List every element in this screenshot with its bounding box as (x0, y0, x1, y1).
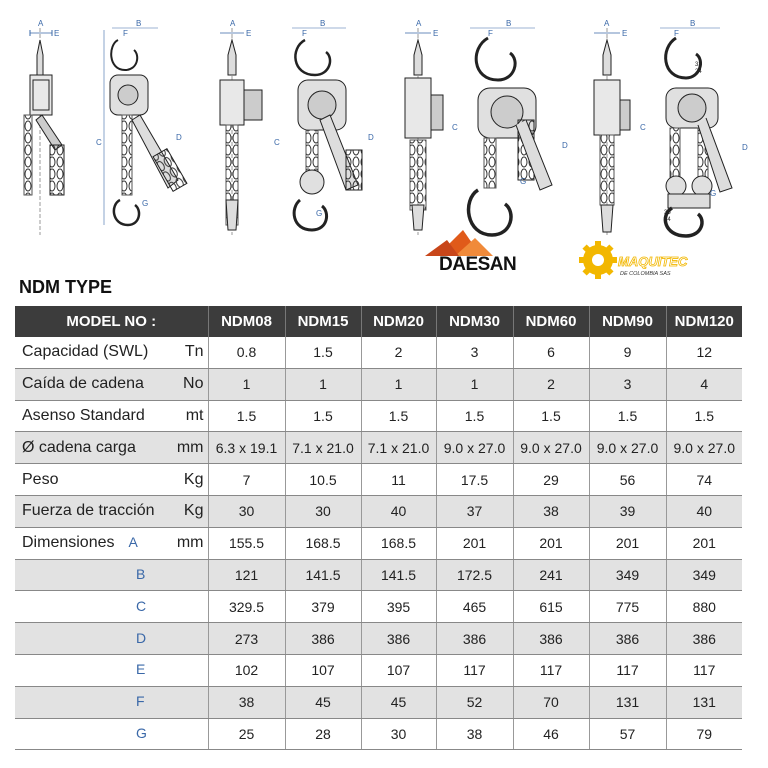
table-cell: 3 (589, 368, 666, 400)
dim-letter-c: C (452, 123, 458, 132)
row-label-cell (15, 559, 208, 591)
dimension-letter: G (136, 724, 147, 741)
table-cell: 7.1 x 21.0 (361, 432, 436, 464)
table-row (15, 686, 742, 718)
table-row (15, 718, 742, 750)
table-cell: 46 (513, 718, 589, 750)
table-cell: 10.5 (285, 464, 361, 496)
row-unit: Kg (183, 502, 204, 520)
table-cell: 11 (361, 464, 436, 496)
table-cell: 615 (513, 591, 589, 623)
table-cell: 37 (436, 495, 513, 527)
table-cell: 6 (513, 337, 589, 368)
table-cell: 168.5 (285, 527, 361, 559)
dim-letter-c: C (274, 138, 280, 147)
table-cell: 131 (589, 686, 666, 718)
drawing-side-view-4 (594, 28, 630, 235)
table-cell: 107 (285, 654, 361, 686)
dim-letter-d: D (368, 133, 374, 142)
drawing-front-view-1 (104, 28, 187, 225)
table-cell: 9.0 x 27.0 (589, 432, 666, 464)
row-label-cell (15, 591, 208, 623)
dim-letter-f: F (488, 29, 493, 38)
table-cell: 1 (285, 368, 361, 400)
column-header: NDM20 (361, 306, 436, 337)
table-cell: 2 (361, 337, 436, 368)
maquitec-tagline: DE COLOMBIA SAS (620, 271, 671, 277)
table-cell: 201 (589, 527, 666, 559)
table-cell: 1.5 (436, 400, 513, 432)
table-cell: 329.5 (208, 591, 285, 623)
dim-letter-d: D (742, 143, 748, 152)
maquitec-wordmark: MAQUITEC (618, 254, 688, 269)
dim-label: 24 (695, 69, 702, 75)
row-unit: Kg (183, 470, 204, 488)
column-header: NDM30 (436, 306, 513, 337)
maquitec-gear-icon (578, 236, 718, 286)
table-cell: 40 (666, 495, 742, 527)
table-cell: 107 (361, 654, 436, 686)
dim-letter-a: A (416, 19, 422, 28)
table-cell: 155.5 (208, 527, 285, 559)
column-header: NDM15 (285, 306, 361, 337)
table-cell: 25 (208, 718, 285, 750)
row-label-cell (15, 464, 208, 496)
table-row (15, 368, 742, 400)
row-label: Caída de cadena (22, 375, 144, 393)
column-header: NDM90 (589, 306, 666, 337)
table-cell: 395 (361, 591, 436, 623)
table-cell: 349 (666, 559, 742, 591)
table-cell: 131 (666, 686, 742, 718)
table-cell: 45 (285, 686, 361, 718)
dimension-letter: E (136, 661, 146, 678)
table-cell: 102 (208, 654, 285, 686)
table-cell: 168.5 (361, 527, 436, 559)
table-cell: 29 (513, 464, 589, 496)
table-cell: 9.0 x 27.0 (666, 432, 742, 464)
table-cell: 141.5 (361, 559, 436, 591)
row-label: Fuerza de tracción (22, 502, 155, 520)
table-cell: 386 (589, 623, 666, 655)
dim-letter-e: E (246, 29, 252, 38)
table-cell: 386 (513, 623, 589, 655)
dim-letter-e: E (433, 29, 439, 38)
dim-letter-e: E (54, 29, 60, 38)
dim-letter-b: B (506, 19, 512, 28)
table-cell: 74 (666, 464, 742, 496)
dim-letter-c: C (96, 138, 102, 147)
table-cell: 17.5 (436, 464, 513, 496)
dim-letter-g: G (142, 199, 149, 208)
table-cell: 4 (666, 368, 742, 400)
table-cell: 201 (666, 527, 742, 559)
table-cell: 386 (285, 623, 361, 655)
drawing-side-view-1 (24, 28, 64, 235)
dim-letter-d: D (176, 133, 182, 142)
row-label: Asenso Standard (22, 406, 145, 424)
table-cell: 117 (513, 654, 589, 686)
table-row (15, 559, 742, 591)
dim-label: 33 (695, 62, 702, 68)
dim-letter-a: A (230, 19, 236, 28)
row-label: Peso (22, 470, 59, 488)
table-cell: 775 (589, 591, 666, 623)
row-unit: mm (176, 534, 204, 552)
dimension-letter: C (136, 597, 147, 614)
table-cell: 349 (589, 559, 666, 591)
table-cell: 1.5 (285, 400, 361, 432)
column-header: NDM08 (208, 306, 285, 337)
dim-letter-a: A (38, 19, 44, 28)
table-cell: 379 (285, 591, 361, 623)
table-cell: 386 (666, 623, 742, 655)
table-cell: 28 (285, 718, 361, 750)
row-label-cell (15, 368, 208, 400)
dimension-letter: B (136, 565, 146, 582)
table-row (15, 495, 742, 527)
row-label-cell (15, 718, 208, 750)
dim-label: 35 (664, 210, 671, 216)
dim-letter-f: F (674, 29, 679, 38)
table-cell: 241 (513, 559, 589, 591)
table-cell: 7 (208, 464, 285, 496)
table-cell: 201 (436, 527, 513, 559)
row-label: Ø cadena carga (22, 438, 136, 456)
dim-letter-b: B (136, 19, 142, 28)
table-cell: 1.5 (666, 400, 742, 432)
table-cell: 52 (436, 686, 513, 718)
maquitec-logo (578, 236, 718, 286)
section-title: NDM TYPE (19, 277, 113, 297)
table-cell: 117 (436, 654, 513, 686)
table-cell: 1.5 (208, 400, 285, 432)
drawing-side-view-3 (405, 28, 443, 235)
table-cell: 121 (208, 559, 285, 591)
table-cell: 30 (285, 495, 361, 527)
dim-letter-a: A (604, 19, 610, 28)
table-row (15, 527, 742, 559)
row-unit: mt (185, 406, 204, 424)
dim-letter-g: G (520, 177, 527, 186)
table-cell: 9.0 x 27.0 (513, 432, 589, 464)
table-row (15, 337, 742, 368)
row-label-cell (15, 337, 208, 368)
table-cell: 1 (361, 368, 436, 400)
dim-letter-f: F (302, 29, 307, 38)
table-cell: 40 (361, 495, 436, 527)
row-label-cell (15, 654, 208, 686)
row-unit: No (183, 375, 204, 393)
dimension-letter: D (136, 629, 147, 646)
table-header-row (15, 306, 742, 337)
column-header: MODEL NO : (15, 306, 208, 337)
table-cell: 386 (436, 623, 513, 655)
drawing-front-view-4 (660, 28, 732, 236)
row-label: Dimensiones (22, 534, 115, 552)
row-unit: Tn (184, 343, 204, 361)
table-cell: 9 (589, 337, 666, 368)
table-cell: 386 (361, 623, 436, 655)
table-cell: 273 (208, 623, 285, 655)
table-cell: 38 (513, 495, 589, 527)
daesan-wordmark: DAESAN (439, 254, 517, 275)
table-cell: 172.5 (436, 559, 513, 591)
table-row (15, 464, 742, 496)
row-label-cell (15, 527, 208, 559)
table-cell: 1 (208, 368, 285, 400)
table-cell: 56 (589, 464, 666, 496)
table-cell: 6.3 x 19.1 (208, 432, 285, 464)
table-cell: 30 (208, 495, 285, 527)
table-cell: 30 (361, 718, 436, 750)
dim-letter-e: E (622, 29, 628, 38)
table-row (15, 400, 742, 432)
row-label: Capacidad (SWL) (22, 343, 149, 361)
table-cell: 1 (436, 368, 513, 400)
dim-letter-b: B (320, 19, 326, 28)
table-cell: 2 (513, 368, 589, 400)
row-label-cell (15, 686, 208, 718)
row-label-cell (15, 495, 208, 527)
dim-letter-f: F (123, 29, 128, 38)
drawing-side-view-2 (220, 28, 262, 235)
table-cell: 1.5 (513, 400, 589, 432)
table-cell: 880 (666, 591, 742, 623)
hoist-drawings (0, 0, 768, 245)
row-label-cell (15, 623, 208, 655)
table-cell: 1.5 (285, 337, 361, 368)
drawing-front-view-2 (292, 28, 362, 230)
table-cell: 38 (208, 686, 285, 718)
table-cell: 45 (361, 686, 436, 718)
dim-letter-b: B (690, 19, 696, 28)
table-row (15, 432, 742, 464)
table-cell: 117 (666, 654, 742, 686)
row-unit: mm (176, 438, 204, 456)
table-cell: 465 (436, 591, 513, 623)
table-cell: 57 (589, 718, 666, 750)
column-header: NDM60 (513, 306, 589, 337)
spec-table (15, 306, 742, 750)
table-cell: 117 (589, 654, 666, 686)
table-cell: 141.5 (285, 559, 361, 591)
row-label-cell (15, 400, 208, 432)
dim-letter-d: D (562, 141, 568, 150)
dim-letter-g: G (316, 209, 323, 218)
table-cell: 3 (436, 337, 513, 368)
dim-letter-g: G (710, 189, 717, 198)
drawing-front-view-3 (469, 28, 552, 235)
table-cell: 12 (666, 337, 742, 368)
table-cell: 1.5 (361, 400, 436, 432)
dimension-letter: F (136, 693, 145, 710)
table-cell: 0.8 (208, 337, 285, 368)
dim-label: 24 (664, 217, 671, 223)
table-cell: 1.5 (589, 400, 666, 432)
table-cell: 7.1 x 21.0 (285, 432, 361, 464)
table-cell: 201 (513, 527, 589, 559)
table-row (15, 654, 742, 686)
column-header: NDM120 (666, 306, 742, 337)
row-label-cell (15, 432, 208, 464)
dimension-letter: A (128, 534, 138, 551)
daesan-logo (425, 228, 555, 274)
table-row (15, 623, 742, 655)
dim-letter-c: C (640, 123, 646, 132)
table-cell: 38 (436, 718, 513, 750)
table-cell: 9.0 x 27.0 (436, 432, 513, 464)
table-cell: 79 (666, 718, 742, 750)
table-row (15, 591, 742, 623)
table-cell: 70 (513, 686, 589, 718)
table-cell: 39 (589, 495, 666, 527)
